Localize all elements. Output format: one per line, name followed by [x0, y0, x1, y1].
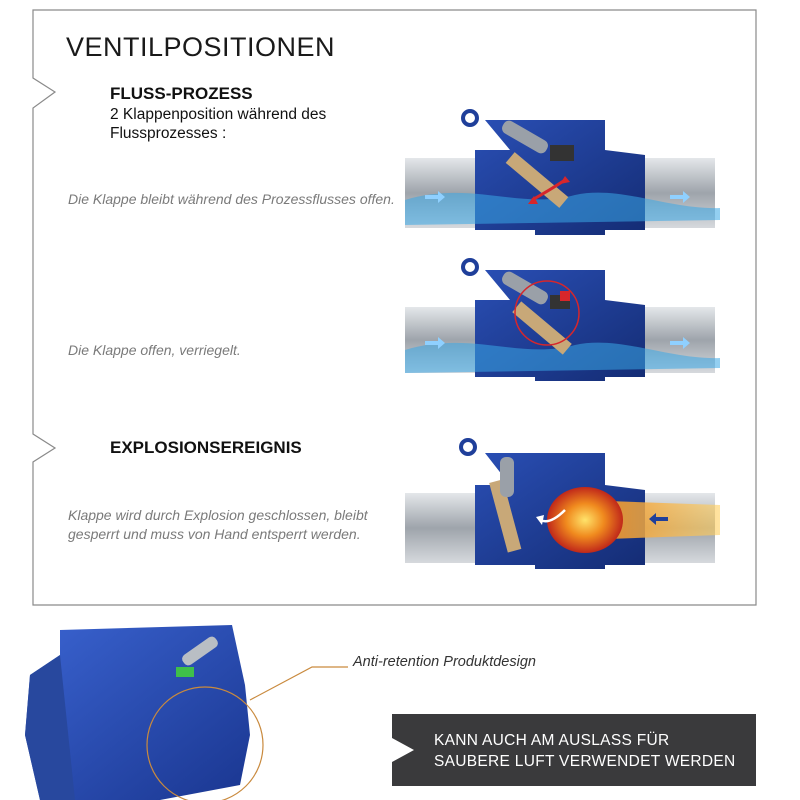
caption-flap-locked: Die Klappe offen, verriegelt.	[68, 342, 241, 358]
caption-explosion-line1: Klappe wird durch Explosion geschlossen, bleibt	[68, 507, 368, 523]
banner-line2: SAUBERE LUFT VERWENDET WERDEN	[434, 753, 736, 770]
banner-line1: KANN AUCH AM AUSLASS FÜR	[434, 732, 670, 749]
lifting-eye	[463, 111, 477, 125]
caption-flap-open: Die Klappe bleibt während des Prozessflusses offen.	[68, 191, 395, 207]
explosion-fireball	[547, 487, 623, 553]
flow-process-heading: FLUSS-PROZESS	[110, 84, 253, 103]
caption-explosion	[68, 506, 368, 544]
indicator-light	[176, 667, 194, 677]
flow-process-subtext: 2 Klappenposition während des Flussprozesses :	[110, 106, 327, 142]
anti-retention-callout: Anti-retention Produktdesign	[353, 654, 536, 670]
valve-flow-open-illustration	[400, 100, 725, 240]
valve-explosion-illustration	[400, 435, 725, 575]
lock-mechanism	[550, 145, 574, 161]
lock-indicator	[560, 291, 570, 301]
page-title: VENTILPOSITIONEN	[66, 32, 336, 62]
banner-text	[434, 730, 754, 772]
caption-explosion-line2: gesperrt und muss von Hand entsperrt werden.	[68, 526, 361, 542]
explosion-heading: EXPLOSIONSEREIGNIS	[110, 438, 302, 457]
callout-line	[250, 667, 348, 700]
valve-locked-illustration	[400, 255, 725, 385]
